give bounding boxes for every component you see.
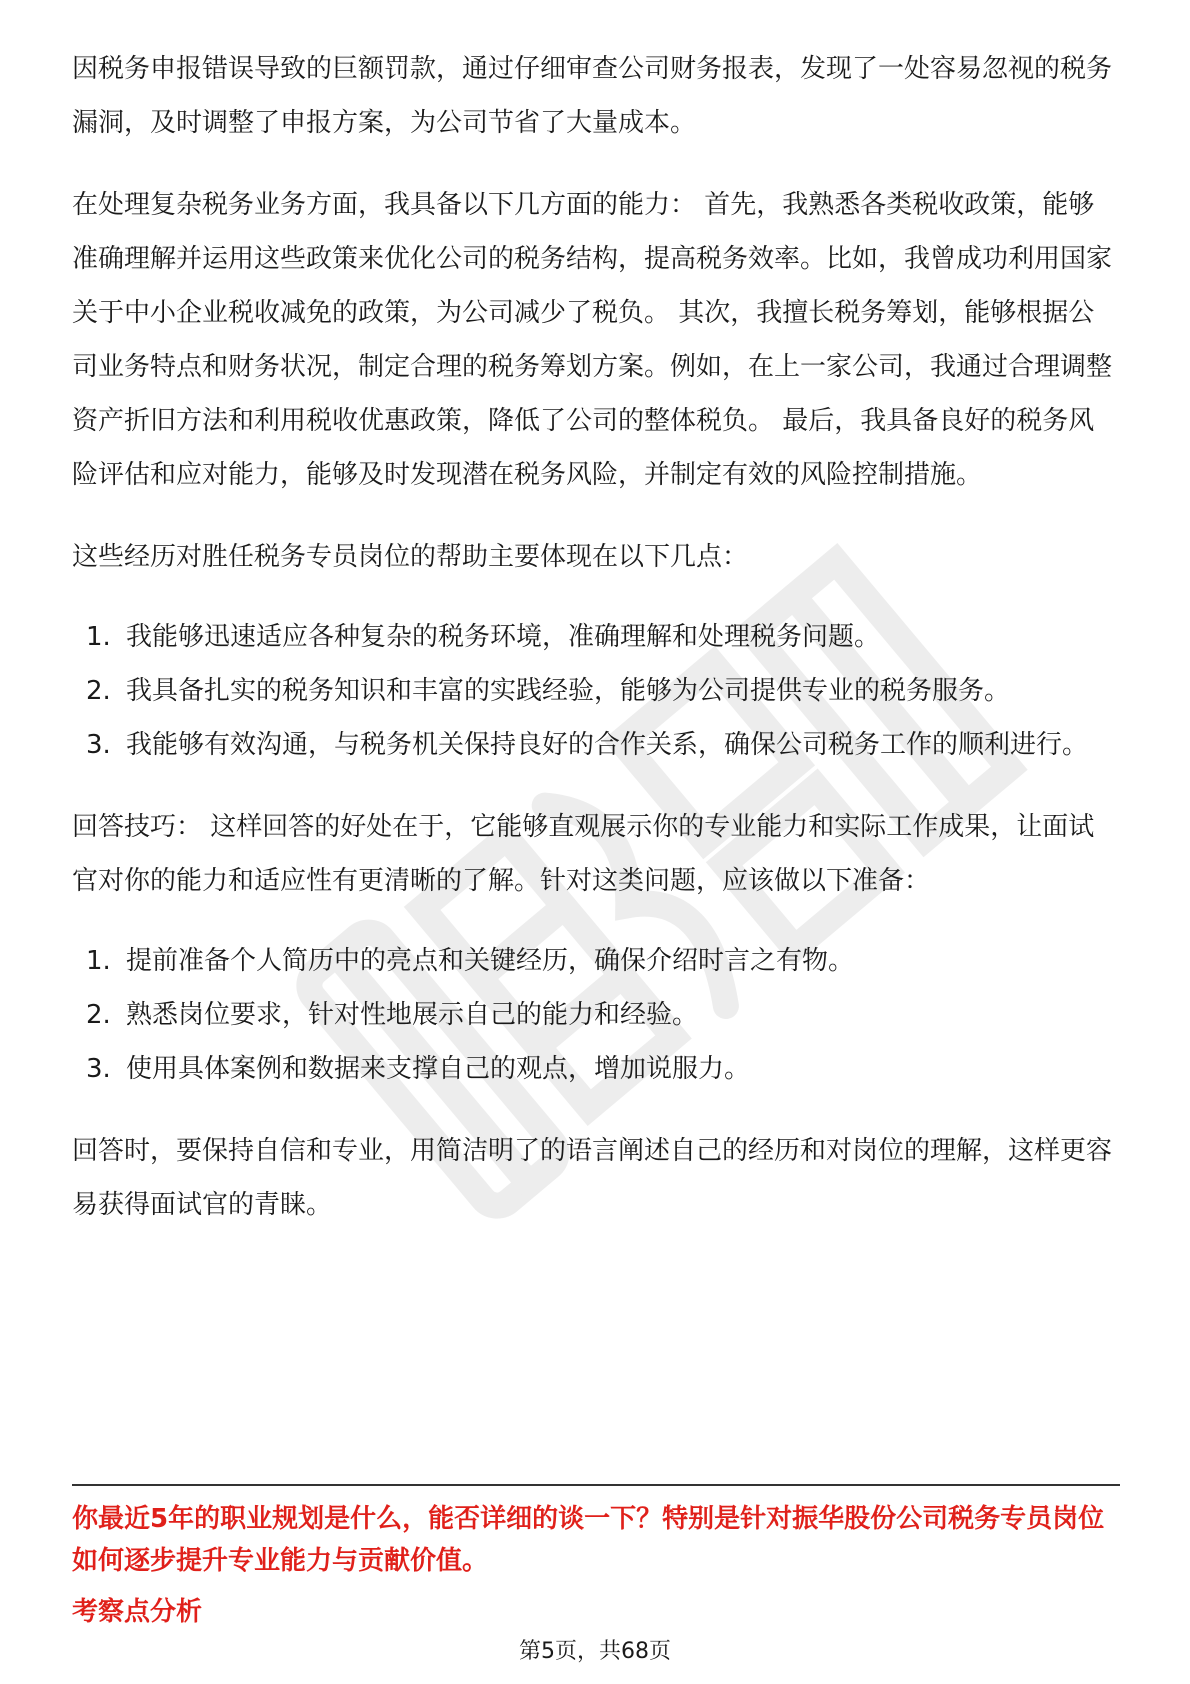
list-item <box>72 664 1120 718</box>
list-item-text: 熟悉岗位要求，针对性地展示自己的能力和经验。 <box>126 1000 699 1030</box>
list-item-text: 我具备扎实的税务知识和丰富的实践经验，能够为公司提供专业的税务服务。 <box>126 676 1011 706</box>
paragraph-intro-continuation: 因税务申报错误导致的巨额罚款，通过仔细审查公司财务报表，发现了一处容易忽视的税务漏洞，及时调整了申报方案，为公司节省了大量成本。 <box>72 54 1113 138</box>
list-item <box>72 1042 1120 1096</box>
list-number: 2. <box>86 676 111 706</box>
list-number: 3. <box>86 730 111 760</box>
list-number: 1. <box>86 946 111 976</box>
section-divider <box>72 1484 1120 1486</box>
list-number: 1. <box>86 622 111 652</box>
preparation-list <box>72 934 1120 1096</box>
paragraph-closing: 回答时，要保持自信和专业，用简洁明了的语言阐述自己的经历和对岗位的理解，这样更容易获得面试官的青睐。 <box>72 1136 1113 1220</box>
list-item <box>72 718 1120 772</box>
page-body <box>72 42 1120 1232</box>
list-item-text: 提前准备个人简历中的亮点和关键经历，确保介绍时言之有物。 <box>126 946 855 976</box>
interview-question: 你最近5年的职业规划是什么，能否详细的谈一下？特别是针对振华股份公司税务专员岗位如何逐步提升专业能力与贡献价值。 <box>72 1504 1105 1576</box>
paragraph-help-intro: 这些经历对胜任税务专员岗位的帮助主要体现在以下几点： <box>72 542 749 572</box>
list-item <box>72 934 1120 988</box>
list-number: 2. <box>86 1000 111 1030</box>
paragraph-answer-tips: 回答技巧： 这样回答的好处在于，它能够直观展示你的专业能力和实际工作成果，让面试官对你的能力和适应性有更清晰的了解。针对这类问题，应该做以下准备： <box>72 812 1095 896</box>
list-item <box>72 610 1120 664</box>
list-item-text: 我能够迅速适应各种复杂的税务环境，准确理解和处理税务问题。 <box>126 622 881 652</box>
list-item-text: 我能够有效沟通，与税务机关保持良好的合作关系，确保公司税务工作的顺利进行。 <box>126 730 1089 760</box>
list-item-text: 使用具体案例和数据来支撑自己的观点，增加说服力。 <box>126 1054 751 1084</box>
help-points-list <box>72 610 1120 772</box>
list-number: 3. <box>86 1054 111 1084</box>
list-item <box>72 988 1120 1042</box>
page-footer: 第5页，共68页 <box>519 1639 671 1664</box>
paragraph-abilities: 在处理复杂税务业务方面，我具备以下几方面的能力： 首先，我熟悉各类税收政策，能够准确理解并运用这些政策来优化公司的税务结构，提高税务效率。比如，我曾成功利用国家关于中小企业税收减免的政策，为公司减少了税负。 其次，我擅长税务筹划，能够根据公司业务特点和财务状况，制定合理的税务筹划方案。例如，在上一家公司，我通过合理调整资产折旧方法和利用税收优惠政策，降低了公司的整体税负。 最后，我具备良好的税务风险评估和应对能力，能够及时发现潜在税务风险，并制定有效的风险控制措施。 <box>72 190 1113 490</box>
section-heading: 考察点分析 <box>72 1597 203 1627</box>
